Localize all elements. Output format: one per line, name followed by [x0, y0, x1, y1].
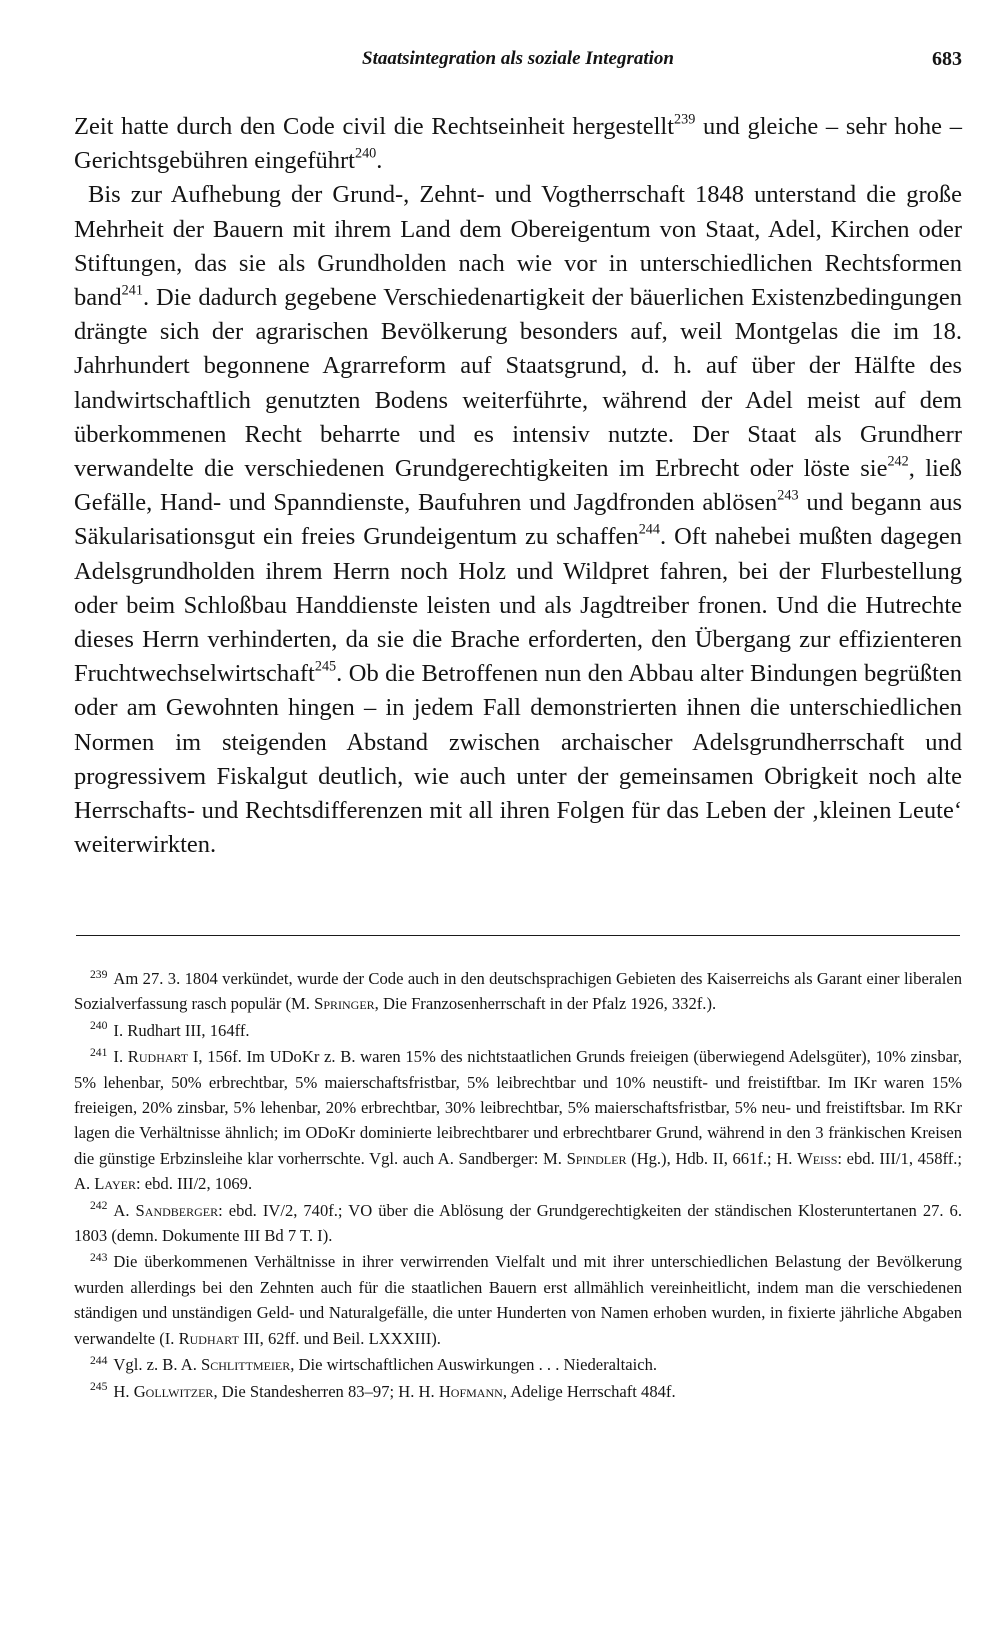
footnote-244 — [74, 1352, 962, 1377]
footnote-ref-239: 239 — [674, 111, 696, 128]
text-run: Zeit hatte durch den Code civil die Rechtseinheit hergestellt — [74, 113, 675, 140]
text-run: Die überkommenen Verhältnisse in ihrer verwirrenden Vielfalt und mit ihrer unterschiedlichen Belastung der Bevölkerung wurden allerdings bei den Zehnten auch für die staatlichen Bauern erst allmählich vereinheitlicht, indem man die verschiedenen ständigen und unständigen Geld- und Naturalgefälle, die unter Hunderten von Namen erhoben wurden, in fixierte jährliche Abgaben verwandelte (I. — [74, 1252, 962, 1348]
text-run: , Die wirtschaftlichen Auswirkungen . . . Niederaltaich. — [290, 1355, 658, 1375]
author-name: Rudhart — [127, 1047, 189, 1067]
text-run: : ebd. IV/2, 740f.; VO über die Ablösung der Grundgerechtigkeiten der ständischen Klosteruntertanen 27. 6. 1803 (demn. Dokumente III Bd 7 T. I). — [74, 1200, 962, 1246]
author-name: Spindler — [566, 1148, 627, 1168]
footnote-ref-243: 243 — [777, 487, 799, 504]
page-header — [74, 48, 962, 80]
text-run: III, 62ff. und Beil. LXXXIII). — [238, 1328, 441, 1348]
text-run: I. Rudhart III, 164ff. — [113, 1020, 250, 1040]
author-name: Layer — [94, 1174, 136, 1194]
author-name: Gollwitzer — [133, 1381, 214, 1401]
text-run: Bis zur Aufhebung der Grund-, Zehnt- und Vogtherrschaft 1848 unterstand die große Mehrheit der Bauern mit ihrem Land dem Obereigentum von Staat, Adel, Kirchen oder Stiftungen, das sie als Grundholden nach wie vor in unterschiedlichen Rechtsformen band — [74, 181, 962, 312]
text-run: und gleiche – sehr hohe – Gerichtsgebühren eingeführt — [74, 113, 962, 175]
footnote-245 — [74, 1379, 962, 1404]
footnote-243 — [74, 1249, 962, 1351]
text-run: . — [376, 147, 383, 175]
text-run: , Adelige Herrschaft 484f. — [502, 1381, 676, 1401]
text-run: und begann aus Säkularisationsgut ein freies Grundeigentum zu schaffen — [74, 489, 962, 551]
footnote-ref-244: 244 — [638, 521, 660, 538]
footnote-number: 244 — [90, 1353, 108, 1367]
footnote-number: 240 — [90, 1019, 108, 1033]
author-name: Schlittmeier — [201, 1355, 291, 1375]
author-name: Hofmann — [438, 1381, 503, 1401]
page-number: 683 — [932, 48, 962, 70]
text-run: . Die dadurch gegebene Verschiedenartigkeit der bäuerlichen Existenzbedingungen drängte sich der agrarischen Bevölkerung besonders auf, weil Montgelas die im 18. Jahrhundert begonnene Agrarreform auf Staatsgrund, d. h. auf über der Hälfte des landwirtschaftlich genutzten Bodens weiterführte, während der Adel meist auf dem überkommenen Recht beharrte und es intensiv nutzte. Der Staat als Grundherr verwandelte die verschiedenen Grundgerechtigkeiten im Erbrecht oder löste sie — [74, 284, 962, 483]
footnote-number: 242 — [90, 1199, 108, 1213]
running-head: Staatsintegration als soziale Integration — [362, 48, 674, 69]
footnote-ref-240: 240 — [354, 145, 377, 162]
footnote-ref-245: 245 — [314, 658, 337, 675]
footnote-240 — [74, 1018, 962, 1043]
footnote-242 — [74, 1198, 962, 1249]
footnotes — [74, 966, 962, 1405]
text-run: : ebd. III/2, 1069. — [135, 1174, 253, 1194]
footnote-number: 243 — [90, 1251, 108, 1265]
text-run: , Die Franzosenherrschaft in der Pfalz 1926, 332f.). — [374, 994, 717, 1014]
footnote-number: 239 — [90, 967, 108, 981]
paragraph-1 — [74, 110, 962, 178]
text-run: H. — [113, 1381, 134, 1401]
text-run: I, 156f. Im UDoKr z. B. waren 15% des nichtstaatlichen Grunds freieigen (überwiegend Adelsgüter), 10% zinsbar, 5% lehenbar, 50% erbrechtbar, 5% maierschaftsfristbar, 5% leibrechtbar und 10% neustift- und freistiftbar. Im IKr waren 15% freieigen, 20% zinsbar, 5% lehenbar, 20% erbrechtbar, 30% leibrechtbar, 5% maierschaftsfristbar, 5% neu- und freistiftsbar. Im RKr lagen die Verhältnisse ähnlich; im ODoKr dominierte leibrechtbarer und erbrechtbarer Grund, während in den 3 fränkischen Kreisen die günstige Erbzinsleihe klar vorherrschte. Vgl. auch A. Sandberger: M. — [74, 1047, 963, 1168]
author-name: Springer — [314, 994, 375, 1014]
text-run: I. — [113, 1047, 128, 1067]
footnote-number: 245 — [90, 1380, 108, 1394]
paragraph-2 — [74, 178, 962, 862]
footnote-241 — [74, 1044, 962, 1196]
footnote-239 — [74, 966, 962, 1017]
text-run: . Oft nahebei mußten dagegen Adelsgrundholden ihrem Herrn noch Holz und Wildpret fahren, bei der Flurbestellung oder beim Schloßbau Handdienste leisten und als Jagdtreiber fronen. Und die Hutrechte dieses Herrn verhinderten, da sie die Brache erforderten, den Übergang zur effizienteren Fruchtwechselwirtschaft — [74, 523, 962, 688]
author-name: Sandberger — [135, 1200, 219, 1220]
footnote-ref-242: 242 — [887, 453, 909, 470]
text-run: Vgl. z. B. A. — [113, 1355, 202, 1375]
text-run: (Hg.), Hdb. II, 661f.; H. — [626, 1148, 798, 1168]
text-run: Am 27. 3. 1804 verkündet, wurde der Code auch in den deutschsprachigen Gebieten des Kaiserreichs als Garant einer liberalen Sozialverfassung rasch populär (M. — [74, 969, 962, 1014]
author-name: Weiss — [797, 1148, 838, 1168]
text-run: , ließ Gefälle, Hand- und Spanndienste, Baufuhren und Jagdfronden ablösen — [74, 455, 962, 517]
main-text — [74, 110, 962, 862]
author-name: Rudhart — [178, 1328, 239, 1348]
text-run: A. — [113, 1200, 136, 1220]
footnote-number: 241 — [90, 1045, 108, 1059]
text-run: . Ob die Betroffenen nun den Abbau alter Bindungen begrüßten oder am Gewohnten hingen – in jedem Fall demonstrierten ihnen die unterschiedlichen Normen im steigenden Abstand zwischen archaischer Adelsgrundherrschaft und progressivem Fiskalgut deutlich, wie auch unter der gemeinsamen Obrigkeit noch alte Herrschafts- und Rechtsdifferenzen mit all ihren Folgen für das Leben der ‚kleinen Leute‘ weiterwirkten. — [74, 660, 962, 859]
footnote-ref-241: 241 — [121, 282, 143, 299]
text-run: , Die Standesherren 83–97; H. H. — [213, 1381, 439, 1401]
footnote-separator — [76, 935, 960, 936]
text-run: : ebd. III/1, 458ff.; A. — [74, 1148, 962, 1194]
